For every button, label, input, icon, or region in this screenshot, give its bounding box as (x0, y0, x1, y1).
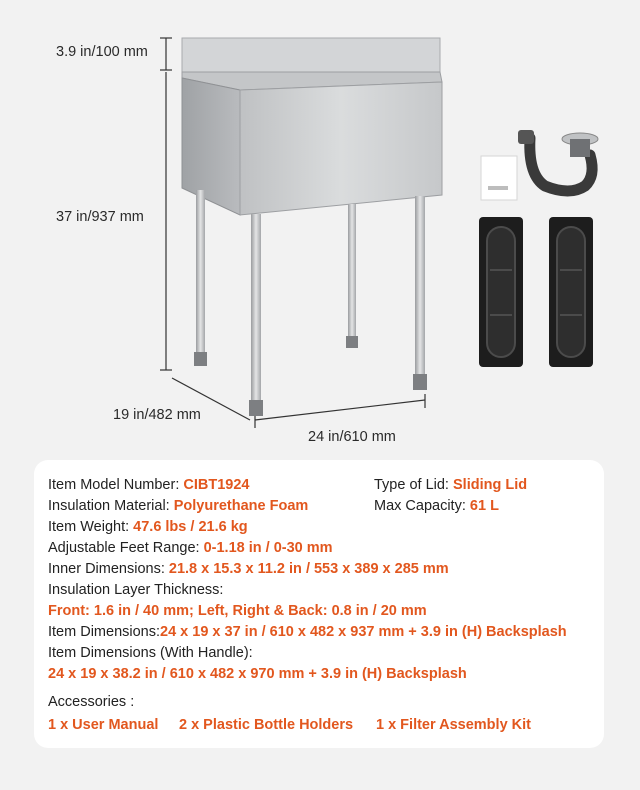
inner-dimensions-value: 21.8 x 15.3 x 11.2 in / 553 x 389 x 285 mm (168, 561, 449, 577)
backsplash-height-label: 3.9 in/100 mm (56, 44, 148, 60)
side-panel (182, 78, 240, 215)
inner-dimensions-label: Inner Dimensions: (48, 561, 169, 577)
accessory-bottle-holders: 2 x Plastic Bottle Holders (179, 717, 354, 733)
insulation-material-label: Insulation Material: (48, 498, 174, 514)
insulation-material-row (48, 497, 308, 515)
depth-label: 19 in/482 mm (113, 407, 201, 423)
item-weight-label: Item Weight: (48, 519, 134, 535)
accessory-filter-kit: 1 x Filter Assembly Kit (376, 717, 531, 733)
item-dimensions-handle-label: Item Dimensions (With Handle): (48, 645, 253, 661)
max-capacity-value: 61 L (469, 498, 499, 514)
specifications-card (34, 460, 604, 748)
front-panel (240, 82, 442, 215)
max-capacity-row (374, 497, 499, 515)
model-number-value: CIBT1924 (183, 477, 250, 493)
item-dimensions-handle-value: 24 x 19 x 38.2 in / 610 x 482 x 970 mm + 3.9 in (H) Backsplash (48, 666, 467, 682)
item-dimensions-label: Item Dimensions: (48, 624, 161, 640)
insulation-thickness-label: Insulation Layer Thickness: (48, 582, 224, 598)
item-weight-row (48, 518, 248, 536)
item-dimensions-row (48, 623, 567, 641)
feet-range-row (48, 539, 333, 557)
accessories-label: Accessories : (48, 694, 135, 710)
backsplash (182, 38, 440, 72)
height-label: 37 in/937 mm (56, 209, 144, 225)
model-number-label: Item Model Number: (48, 477, 184, 493)
trap-connector (518, 130, 534, 144)
insulation-thickness-value: Front: 1.6 in / 40 mm; Left, Right & Back: 0.8 in / 20 mm (48, 603, 427, 619)
accessory-user-manual: 1 x User Manual (48, 717, 159, 733)
feet-range-value: 0-1.18 in / 0-30 mm (203, 540, 333, 556)
lid-type-value: Sliding Lid (453, 477, 528, 493)
item-weight-value: 47.6 lbs / 21.6 kg (133, 519, 248, 535)
inner-dimensions-row (48, 560, 449, 578)
item-dimensions-value: 24 x 19 x 37 in / 610 x 482 x 937 mm + 3.9 in (H) Backsplash (160, 624, 567, 640)
bottle-holder-left (479, 217, 523, 367)
bottle-holder-right (549, 217, 593, 367)
insulation-material-value: Polyurethane Foam (173, 498, 309, 514)
legs (194, 190, 427, 416)
lid-type-row (374, 476, 527, 494)
max-capacity-label: Max Capacity: (374, 498, 470, 514)
user-manual-illustration (481, 156, 517, 200)
lid-type-label: Type of Lid: (374, 477, 453, 493)
width-label: 24 in/610 mm (308, 429, 396, 445)
feet-range-label: Adjustable Feet Range: (48, 540, 204, 556)
model-number-row (48, 476, 249, 494)
